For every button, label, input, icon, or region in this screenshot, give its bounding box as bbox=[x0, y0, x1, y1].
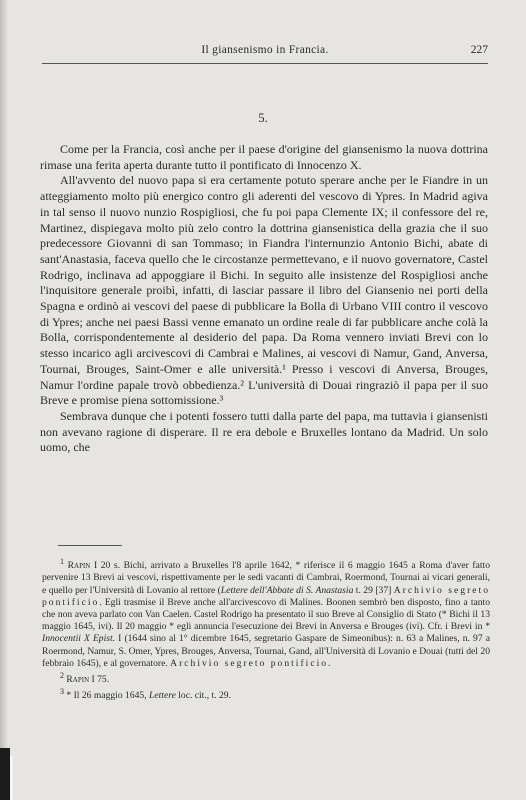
paragraph: All'avvento del nuovo papa si era certamente potuto sperare anche per le Fiandre in un atteggiamento molto più energico contro gli aderenti del vescovo di Ypres. In Madrid agiva in tal senso il nuovo nunzio Rospigliosi, che fu poi papa Clemente IX; il confessore del re, Martinez, dispiegava molto più zelo contro la dottrina giansenistica della grazia che il suo predecessore Giovanni di san Tommaso; in Fiandra l'internunzio Antonio Bichi, abate di sant'Anastasia, faceva quello che le circostanze permettevano, e il nuovo governatore, Castel Rodrigo, inclinava ad appoggiare il Bichi. In seguito alle insistenze del Rospigliosi anche l'inquisitore generale proibì, infatti, di lasciar passare il libro del Giansenio nei porti della Spagna e ordinò ai vescovi del paese di pubblicare la Bolla di Urbano VIII contro il vescovo di Ypres; anche nei paesi Bassi venne emanato un ordine reale di far pubblicare anche colà la Bolla, corrispondentemente al desiderio del papa. Da Roma vennero inviati Brevi con lo stesso incarico agli arcivescovi di Cambrai e Malines, ai vescovi di Namur, Gand, Anversa, Tournai, Brouges, Saint-Omer e alle università.¹ Presso i vescovi di Anversa, Brouges, Namur l'ordine papale trovò obbedienza.² L'università di Douai ringraziò il papa per il suo Breve e promise piena sottomissione.³ bbox=[40, 173, 488, 408]
running-title: Il giansenismo in Francia. bbox=[201, 44, 329, 56]
paragraph: Sembrava dunque che i potenti fossero tutti dalla parte del papa, ma tuttavia i giansenisti non avevano ragione di disperare. Il re era debole e Bruxelles lontano da Madrid. Un solo uomo, che bbox=[40, 408, 488, 455]
body-text bbox=[40, 142, 488, 456]
running-header bbox=[42, 44, 488, 60]
footnote-1: $^1$ Rapin I 20 s. Bichi, arrivato a Bruxelles l'8 aprile 1642, * riferisce il 6 maggio 1645 a Roma d'aver fatto pervenire 13 Brevi ai vescovi, rispettivamente per le sedi vacanti di Cambrai, Roermond, Tournai ai vicari generali, e quello per l'Università di Lovanio al rettore (Lettere dell'Abbate di S. Anastasia t. 29 [37] Archivio segreto pontificio. Egli trasmise il Breve anche all'arcivescovo di Malines. Boonen sembrò ben disposto, fino a tanto che non aveva parlato con Van Caelen. Castel Rodrigo ha presentato il suo Breve al Consiglio di Stato (* Bichi il 13 maggio 1645, ivi). Il 20 maggio * egli annuncia l'esecuzione dei Brevi in Anversa e Brouges (ivi). Cfr. i Brevi in * Innocentii X Epist. I (1644 sino al 1° dicembre 1645, segretario Gaspare de Simeonibus): n. 63 a Malines, n. 97 a Roermond, Namur, S. Omer, Ypres, Brouges, Anversa, Tournai, Gand, all'Università di Lovanio e Douai (tutti del 20 febbraio 1645), e al governatore. Archivio segreto pontificio. bbox=[42, 557, 490, 669]
paragraph: Come per la Francia, così anche per il paese d'origine del giansenismo la nuova dottrina rimase una ferita aperta durante tutto il pontificato di Innocenzo X. bbox=[40, 142, 488, 172]
archive-name: Archivio segreto pontificio bbox=[170, 657, 329, 669]
cited-title: Lettere dell'Abbate di S. Anastasia bbox=[220, 584, 354, 596]
author-name: Rapin bbox=[66, 674, 90, 686]
footnote-3: $^3$ * Il 26 maggio 1645, Lettere loc. cit., t. 29. bbox=[60, 687, 231, 702]
footnotes bbox=[42, 556, 490, 703]
footnote-2: $^2$ Rapin I 75. bbox=[60, 671, 110, 686]
author-name: Rapin bbox=[67, 560, 91, 572]
header-rule bbox=[42, 63, 488, 64]
cited-title: Lettere bbox=[149, 690, 176, 702]
scan-corner-mark bbox=[10, 756, 13, 800]
cited-title: Innocentii X Epist. bbox=[42, 633, 116, 645]
archive-name: Archivio segreto pontificio bbox=[42, 584, 490, 608]
section-number: 5. bbox=[258, 111, 268, 125]
page-number: 227 bbox=[470, 44, 488, 56]
scan-corner-shadow bbox=[0, 748, 10, 800]
footnote-rule bbox=[58, 545, 122, 546]
